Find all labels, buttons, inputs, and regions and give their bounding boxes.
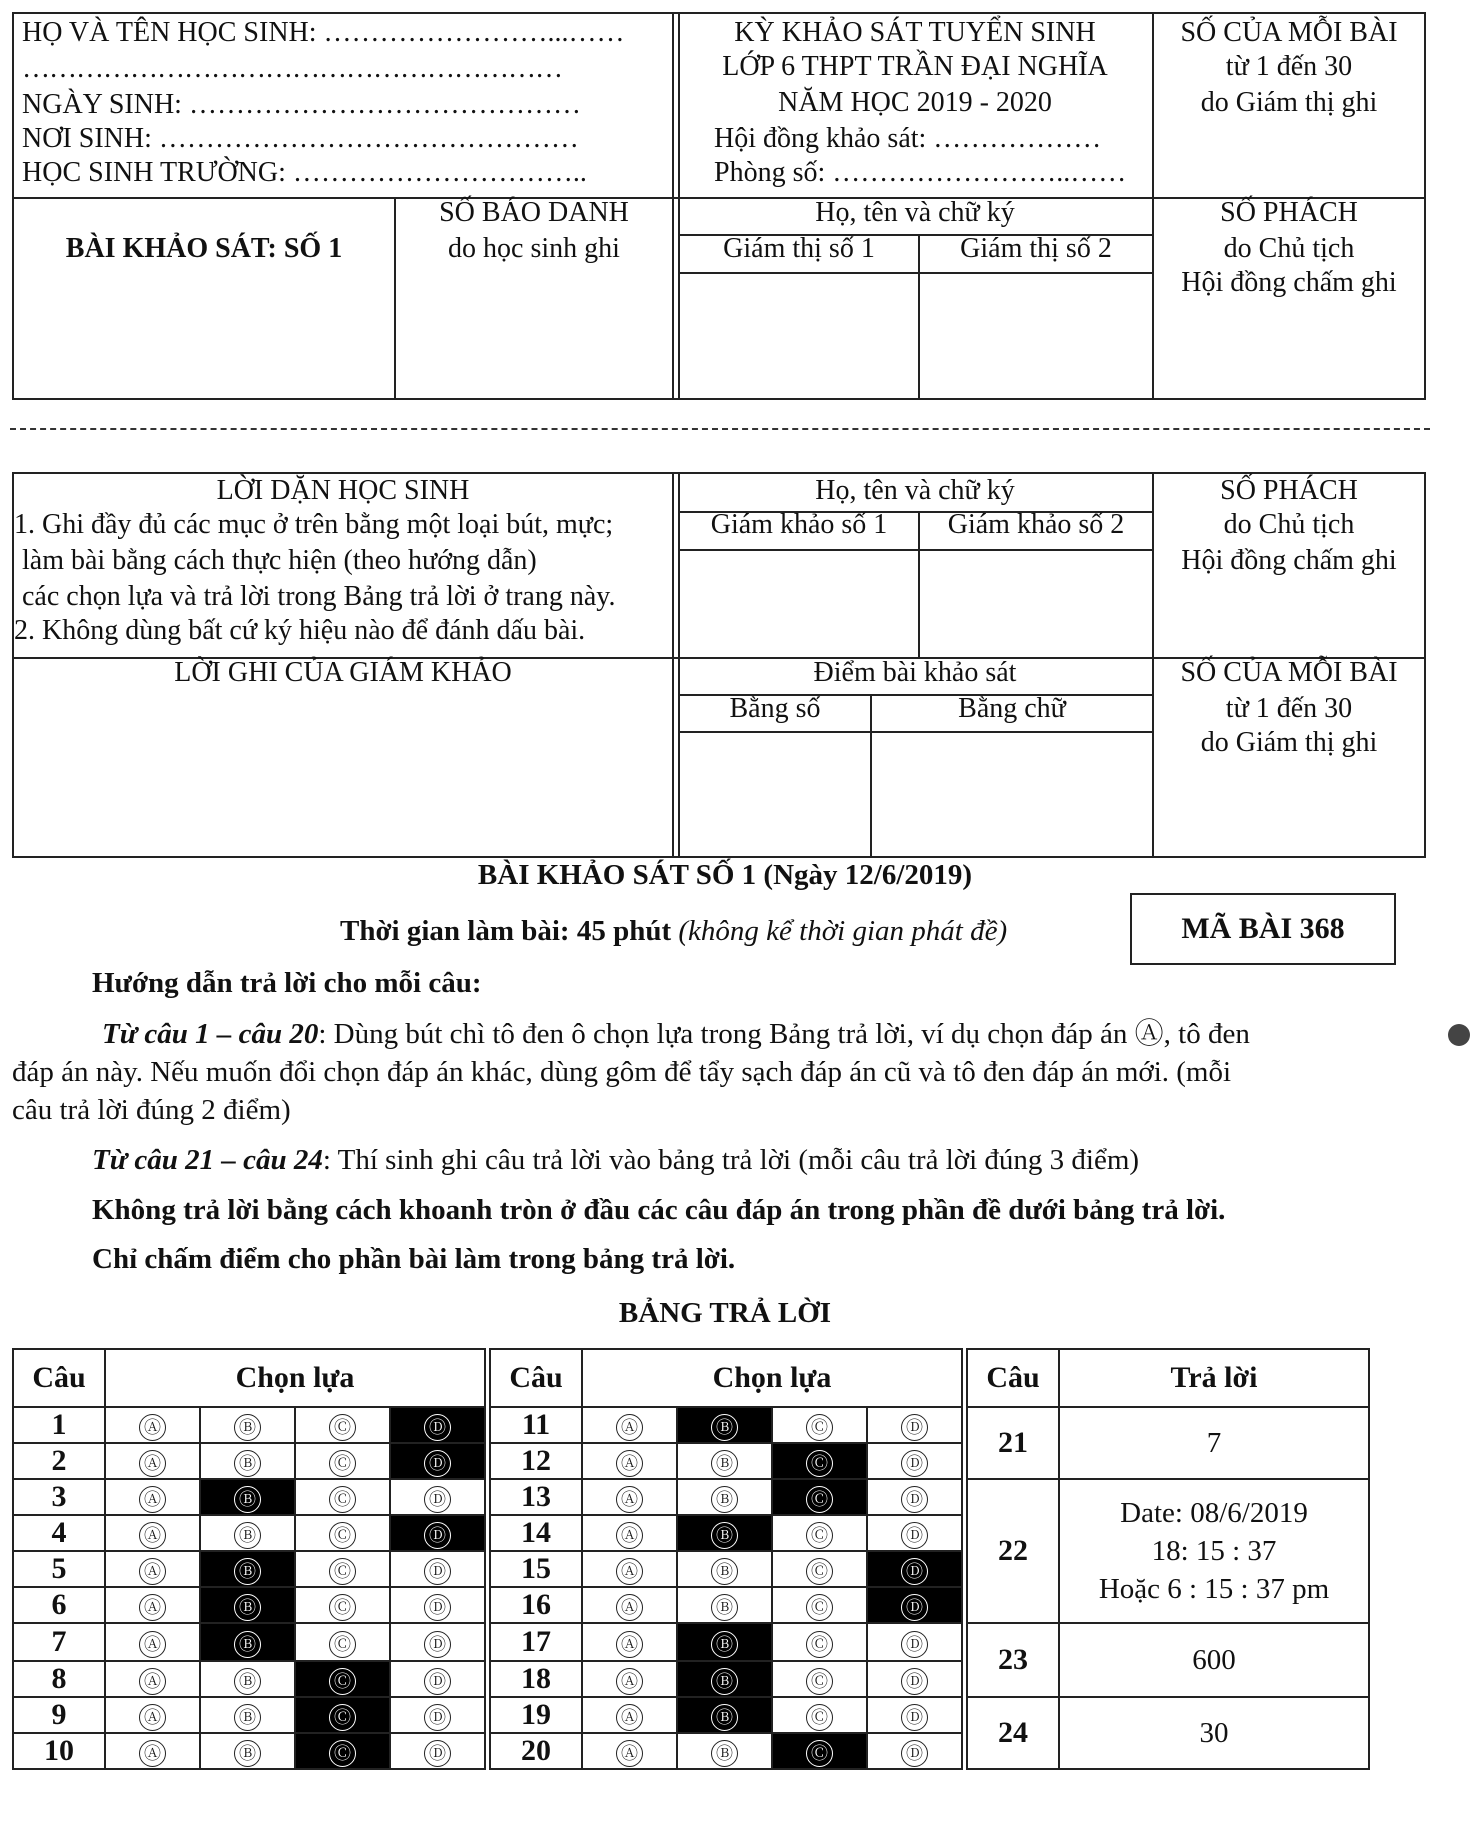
choice-bubble-d: Ⓓ	[901, 1450, 928, 1477]
choice-cell-d[interactable]	[390, 1551, 485, 1587]
examiner-1-label: Giám khảo số 1	[710, 509, 888, 540]
choice-cell-c[interactable]	[295, 1443, 390, 1479]
choice-bubble-b: Ⓑ	[234, 1450, 261, 1477]
choice-cell-d[interactable]	[390, 1479, 485, 1515]
question-number: 21	[967, 1407, 1059, 1479]
choice-bubble-b: Ⓑ	[234, 1668, 261, 1695]
choice-cell-a[interactable]	[105, 1515, 200, 1551]
choice-cell-c[interactable]	[295, 1479, 390, 1515]
choice-cell-d[interactable]	[867, 1479, 962, 1515]
choice-bubble-a: Ⓐ	[139, 1522, 166, 1549]
question-number: 6	[13, 1587, 105, 1623]
choice-bubble-b: Ⓑ	[234, 1414, 261, 1441]
choice-bubble-b: Ⓑ	[234, 1631, 261, 1658]
warning-2: Chỉ chấm điểm cho phần bài làm trong bảng trả lời.	[92, 1243, 736, 1275]
warning-1: Không trả lời bằng cách khoanh tròn ở đầu các câu đáp án trong phần đề dưới bảng trả lời.	[92, 1194, 1226, 1226]
guide-2-label: Từ câu 21 – câu 24	[92, 1144, 323, 1176]
choice-cell-a[interactable]	[582, 1479, 677, 1515]
advice-line-4: 2. Không dùng bất cứ ký hiệu nào để đánh dấu bài.	[14, 615, 586, 646]
choice-bubble-d: Ⓓ	[424, 1740, 451, 1767]
question-number: 16	[490, 1587, 582, 1623]
choice-bubble-a: Ⓐ	[616, 1414, 643, 1441]
question-number: 15	[490, 1551, 582, 1587]
time-limit	[340, 914, 1007, 948]
written-answer-line: Date: 08/6/2019	[1120, 1497, 1308, 1529]
choice-cell-b[interactable]	[200, 1623, 295, 1661]
written-answer[interactable]	[1059, 1479, 1369, 1623]
choice-bubble-a: Ⓐ	[139, 1594, 166, 1621]
margin-dot	[1448, 1024, 1470, 1046]
choice-cell-a[interactable]	[582, 1697, 677, 1733]
guide-2	[92, 1142, 1139, 1179]
col-header-choice: Chọn lựa	[582, 1349, 962, 1407]
written-answer[interactable]	[1059, 1697, 1369, 1769]
choice-cell-b[interactable]	[200, 1697, 295, 1733]
choice-bubble-a: Ⓐ	[616, 1668, 643, 1695]
question-number: 14	[490, 1515, 582, 1551]
choice-bubble-d: Ⓓ	[901, 1522, 928, 1549]
divider	[678, 549, 1152, 551]
choice-bubble-b: Ⓑ	[234, 1522, 261, 1549]
choice-cell-b[interactable]	[677, 1407, 772, 1443]
advice-line-1: 1. Ghi đầy đủ các mục ở trên bằng một loại bút, mực;	[14, 509, 614, 540]
per-paper-label: SỐ CỦA MỖI BÀI	[1180, 657, 1398, 688]
choice-cell-d[interactable]	[390, 1515, 485, 1551]
written-answer-line: 30	[1199, 1717, 1229, 1749]
col-header-question: Câu	[13, 1349, 105, 1407]
col-header-question: Câu	[967, 1349, 1059, 1407]
choice-cell-b[interactable]	[677, 1551, 772, 1587]
table-row	[13, 1479, 1369, 1515]
choice-cell-c[interactable]	[772, 1661, 867, 1697]
choice-cell-a[interactable]	[105, 1443, 200, 1479]
examiner-remark-label: LỜI GHI CỦA GIÁM KHẢO	[174, 657, 512, 688]
choice-cell-a[interactable]	[105, 1733, 200, 1769]
question-number: 2	[13, 1443, 105, 1479]
choice-cell-b[interactable]	[677, 1733, 772, 1769]
choice-cell-d[interactable]	[390, 1587, 485, 1623]
per-paper-note: do Giám thị ghi	[1200, 727, 1378, 758]
choice-bubble-c: Ⓒ	[806, 1740, 833, 1767]
choice-bubble-a: Ⓐ	[139, 1486, 166, 1513]
choice-cell-d[interactable]	[390, 1407, 485, 1443]
choice-cell-c[interactable]	[772, 1587, 867, 1623]
choice-bubble-c: Ⓒ	[806, 1594, 833, 1621]
choice-cell-b[interactable]	[200, 1515, 295, 1551]
choice-cell-b[interactable]	[200, 1407, 295, 1443]
choice-bubble-a: Ⓐ	[616, 1558, 643, 1585]
guide-1-line-3: câu trả lời đúng 2 điểm)	[12, 1094, 291, 1126]
question-number: 3	[13, 1479, 105, 1515]
choice-bubble-c: Ⓒ	[806, 1414, 833, 1441]
choice-bubble-b: Ⓑ	[234, 1594, 261, 1621]
choice-cell-b[interactable]	[200, 1587, 295, 1623]
choice-cell-b[interactable]	[677, 1697, 772, 1733]
question-number: 19	[490, 1697, 582, 1733]
answer-table-title: BẢNG TRẢ LỜI	[618, 1297, 832, 1329]
score-title: Điểm bài khảo sát	[813, 657, 1017, 688]
choice-cell-d[interactable]	[867, 1587, 962, 1623]
choice-bubble-a: Ⓐ	[616, 1450, 643, 1477]
choice-bubble-b: Ⓑ	[711, 1740, 738, 1767]
choice-bubble-c: Ⓒ	[329, 1631, 356, 1658]
table-row	[13, 1623, 1369, 1661]
choice-bubble-d: Ⓓ	[424, 1668, 451, 1695]
choice-bubble-c: Ⓒ	[329, 1450, 356, 1477]
choice-bubble-a: Ⓐ	[616, 1594, 643, 1621]
choice-bubble-c: Ⓒ	[329, 1486, 356, 1513]
question-number: 11	[490, 1407, 582, 1443]
divider	[672, 12, 674, 400]
question-number: 7	[13, 1623, 105, 1661]
choice-bubble-d: Ⓓ	[901, 1704, 928, 1731]
exam-title-line-3: NĂM HỌC 2019 - 2020	[778, 87, 1052, 118]
choice-cell-a[interactable]	[582, 1587, 677, 1623]
written-answer-line: Hoặc 6 : 15 : 37 pm	[1098, 1573, 1330, 1605]
sbd-note: do học sinh ghi	[448, 233, 620, 264]
council-field: Hội đồng khảo sát: ………………	[714, 123, 1102, 154]
choice-cell-a[interactable]	[105, 1623, 200, 1661]
choice-cell-a[interactable]	[582, 1407, 677, 1443]
guide-1-text: : Dùng bút chì tô đen ô chọn lựa trong Bảng trả lời, ví dụ chọn đáp án Ⓐ, tô đen	[318, 1018, 1250, 1050]
examiner-sign-title: Họ, tên và chữ ký	[815, 475, 1015, 506]
column-gap	[962, 1587, 967, 1623]
proctor-2-label: Giám thị số 2	[960, 233, 1112, 264]
choice-bubble-c: Ⓒ	[329, 1668, 356, 1695]
exam-title-line-1: KỲ KHẢO SÁT TUYỂN SINH	[734, 17, 1096, 48]
choice-bubble-a: Ⓐ	[616, 1522, 643, 1549]
question-number: 24	[967, 1697, 1059, 1769]
choice-bubble-d: Ⓓ	[901, 1668, 928, 1695]
guide-2-text: : Thí sinh ghi câu trả lời vào bảng trả lời (mỗi câu trả lời đúng 3 điểm)	[322, 1144, 1140, 1176]
sbd-label: SỐ BÁO DANH	[439, 197, 629, 228]
choice-bubble-d: Ⓓ	[424, 1558, 451, 1585]
column-gap	[962, 1733, 967, 1769]
written-answer[interactable]	[1059, 1407, 1369, 1479]
choice-bubble-c: Ⓒ	[806, 1668, 833, 1695]
choice-bubble-b: Ⓑ	[711, 1558, 738, 1585]
choice-bubble-a: Ⓐ	[139, 1450, 166, 1477]
choice-cell-d[interactable]	[867, 1697, 962, 1733]
choice-cell-c[interactable]	[295, 1697, 390, 1733]
choice-bubble-d: Ⓓ	[901, 1558, 928, 1585]
choice-bubble-d: Ⓓ	[424, 1704, 451, 1731]
choice-bubble-c: Ⓒ	[329, 1740, 356, 1767]
choice-bubble-d: Ⓓ	[901, 1414, 928, 1441]
proctor-1-label: Giám thị số 1	[723, 233, 875, 264]
phach-note-2: Hội đồng chấm ghi	[1181, 267, 1397, 298]
dob-field: NGÀY SINH: ……………………………………	[22, 89, 581, 120]
proctor-sign-title: Họ, tên và chữ ký	[815, 197, 1015, 228]
time-limit-note: (không kể thời gian phát đề)	[678, 915, 1008, 947]
choice-bubble-a: Ⓐ	[139, 1740, 166, 1767]
advice-title: LỜI DẶN HỌC SINH	[216, 475, 470, 506]
choice-bubble-b: Ⓑ	[711, 1631, 738, 1658]
score-word-label: Bằng chữ	[958, 693, 1066, 724]
choice-bubble-b: Ⓑ	[234, 1704, 261, 1731]
choice-cell-d[interactable]	[867, 1661, 962, 1697]
school-field: HỌC SINH TRƯỜNG: …………………………..	[22, 157, 587, 188]
choice-bubble-a: Ⓐ	[139, 1704, 166, 1731]
choice-cell-a[interactable]	[105, 1697, 200, 1733]
written-answer-line: 600	[1192, 1644, 1236, 1676]
question-number: 1	[13, 1407, 105, 1443]
choice-cell-b[interactable]	[677, 1587, 772, 1623]
exam-code: MÃ BÀI 368	[1130, 893, 1396, 965]
choice-bubble-c: Ⓒ	[806, 1450, 833, 1477]
choice-cell-a[interactable]	[105, 1479, 200, 1515]
guide-1	[102, 1016, 1250, 1053]
choice-bubble-c: Ⓒ	[806, 1558, 833, 1585]
column-gap	[962, 1661, 967, 1697]
student-name-continued: ……………………………………………………	[22, 53, 562, 84]
choice-bubble-b: Ⓑ	[234, 1486, 261, 1513]
exam-title-line-2: LỚP 6 THPT TRẦN ĐẠI NGHĨA	[722, 51, 1108, 82]
column-gap	[962, 1515, 967, 1551]
advice-line-3: các chọn lựa và trả lời trong Bảng trả lời ở trang này.	[22, 581, 616, 612]
written-answer-line: 18: 15 : 37	[1151, 1535, 1277, 1567]
choice-cell-a[interactable]	[105, 1407, 200, 1443]
choice-cell-b[interactable]	[677, 1443, 772, 1479]
question-number: 17	[490, 1623, 582, 1661]
score-number-label: Bằng số	[729, 693, 821, 724]
column-gap	[962, 1551, 967, 1587]
phach-label: SỐ PHÁCH	[1220, 475, 1358, 506]
choice-cell-d[interactable]	[390, 1443, 485, 1479]
choice-bubble-d: Ⓓ	[901, 1631, 928, 1658]
choice-cell-d[interactable]	[867, 1407, 962, 1443]
choice-bubble-b: Ⓑ	[234, 1558, 261, 1585]
question-number: 9	[13, 1697, 105, 1733]
choice-cell-c[interactable]	[772, 1733, 867, 1769]
choice-cell-a[interactable]	[105, 1661, 200, 1697]
choice-cell-a[interactable]	[105, 1587, 200, 1623]
choice-cell-c[interactable]	[295, 1733, 390, 1769]
choice-cell-b[interactable]	[200, 1479, 295, 1515]
question-number: 8	[13, 1661, 105, 1697]
question-number: 22	[967, 1479, 1059, 1623]
choice-bubble-c: Ⓒ	[329, 1594, 356, 1621]
choice-bubble-a: Ⓐ	[139, 1558, 166, 1585]
per-paper-label: SỐ CỦA MỖI BÀI	[1180, 17, 1398, 48]
phach-label: SỐ PHÁCH	[1220, 197, 1358, 228]
exam-title: BÀI KHẢO SÁT SỐ 1 (Ngày 12/6/2019)	[477, 859, 973, 891]
choice-cell-c[interactable]	[295, 1587, 390, 1623]
phach-note-1: do Chủ tịch	[1223, 233, 1355, 264]
choice-cell-c[interactable]	[295, 1407, 390, 1443]
choice-bubble-a: Ⓐ	[616, 1704, 643, 1731]
choice-cell-b[interactable]	[200, 1733, 295, 1769]
question-number: 13	[490, 1479, 582, 1515]
question-number: 4	[13, 1515, 105, 1551]
choice-cell-b[interactable]	[200, 1551, 295, 1587]
choice-bubble-a: Ⓐ	[139, 1414, 166, 1441]
guide-1-line-2: đáp án này. Nếu muốn đổi chọn đáp án khác, dùng gôm để tẩy sạch đáp án cũ và tô đen đáp án mới. (mỗi	[12, 1056, 1232, 1088]
choice-cell-a[interactable]	[105, 1551, 200, 1587]
choice-cell-a[interactable]	[582, 1443, 677, 1479]
choice-cell-b[interactable]	[200, 1661, 295, 1697]
question-number: 12	[490, 1443, 582, 1479]
choice-bubble-c: Ⓒ	[329, 1414, 356, 1441]
divider	[678, 731, 1152, 733]
choice-cell-c[interactable]	[772, 1551, 867, 1587]
question-number: 23	[967, 1623, 1059, 1697]
choice-cell-c[interactable]	[772, 1479, 867, 1515]
choice-cell-d[interactable]	[867, 1623, 962, 1661]
choice-cell-c[interactable]	[295, 1661, 390, 1697]
choice-bubble-d: Ⓓ	[424, 1414, 451, 1441]
choice-cell-c[interactable]	[772, 1443, 867, 1479]
guide-title: Hướng dẫn trả lời cho mỗi câu:	[92, 967, 482, 999]
choice-cell-c[interactable]	[772, 1515, 867, 1551]
choice-bubble-c: Ⓒ	[806, 1522, 833, 1549]
choice-cell-c[interactable]	[295, 1515, 390, 1551]
phach-note-2: Hội đồng chấm ghi	[1181, 545, 1397, 576]
choice-bubble-a: Ⓐ	[616, 1631, 643, 1658]
question-number: 5	[13, 1551, 105, 1587]
choice-bubble-b: Ⓑ	[711, 1486, 738, 1513]
choice-bubble-d: Ⓓ	[424, 1450, 451, 1477]
choice-cell-d[interactable]	[867, 1551, 962, 1587]
written-answer[interactable]	[1059, 1623, 1369, 1697]
choice-bubble-a: Ⓐ	[139, 1631, 166, 1658]
choice-cell-a[interactable]	[582, 1551, 677, 1587]
choice-cell-d[interactable]	[390, 1733, 485, 1769]
choice-cell-c[interactable]	[295, 1551, 390, 1587]
col-header-question: Câu	[490, 1349, 582, 1407]
choice-bubble-c: Ⓒ	[806, 1631, 833, 1658]
choice-cell-c[interactable]	[772, 1623, 867, 1661]
choice-cell-d[interactable]	[867, 1733, 962, 1769]
choice-bubble-b: Ⓑ	[234, 1740, 261, 1767]
choice-cell-c[interactable]	[772, 1697, 867, 1733]
question-number: 20	[490, 1733, 582, 1769]
choice-cell-d[interactable]	[390, 1697, 485, 1733]
table-row	[13, 1407, 1369, 1443]
choice-bubble-c: Ⓒ	[329, 1704, 356, 1731]
divider	[672, 472, 674, 858]
choice-cell-b[interactable]	[677, 1661, 772, 1697]
room-field: Phòng số: ……………………..……	[714, 157, 1127, 188]
choice-bubble-d: Ⓓ	[901, 1740, 928, 1767]
choice-cell-b[interactable]	[677, 1623, 772, 1661]
divider	[678, 272, 1152, 274]
choice-bubble-c: Ⓒ	[329, 1558, 356, 1585]
choice-bubble-d: Ⓓ	[424, 1594, 451, 1621]
student-name-field: HỌ VÀ TÊN HỌC SINH: ……………………...……	[22, 17, 625, 48]
advice-line-2: làm bài bằng cách thực hiện (theo hướng dẫn)	[22, 545, 537, 576]
choice-cell-a[interactable]	[582, 1733, 677, 1769]
choice-bubble-c: Ⓒ	[806, 1486, 833, 1513]
choice-cell-c[interactable]	[295, 1623, 390, 1661]
choice-bubble-a: Ⓐ	[616, 1740, 643, 1767]
choice-cell-a[interactable]	[582, 1515, 677, 1551]
phach-note-1: do Chủ tịch	[1223, 509, 1355, 540]
choice-cell-b[interactable]	[677, 1479, 772, 1515]
question-number: 18	[490, 1661, 582, 1697]
exam-number-label: BÀI KHẢO SÁT: SỐ 1	[65, 233, 343, 264]
choice-bubble-b: Ⓑ	[711, 1594, 738, 1621]
choice-bubble-b: Ⓑ	[711, 1414, 738, 1441]
choice-cell-b[interactable]	[677, 1515, 772, 1551]
choice-bubble-b: Ⓑ	[711, 1450, 738, 1477]
cut-line	[10, 428, 1430, 430]
choice-cell-d[interactable]	[390, 1623, 485, 1661]
examiner-2-label: Giám khảo số 2	[947, 509, 1125, 540]
per-paper-range: từ 1 đến 30	[1225, 51, 1353, 82]
answer-table	[12, 1348, 1370, 1770]
guide-1-label: Từ câu 1 – câu 20	[102, 1018, 319, 1050]
time-limit-bold: Thời gian làm bài: 45 phút	[340, 915, 672, 947]
choice-cell-c[interactable]	[772, 1407, 867, 1443]
choice-bubble-b: Ⓑ	[711, 1704, 738, 1731]
choice-cell-d[interactable]	[390, 1661, 485, 1697]
choice-bubble-d: Ⓓ	[901, 1594, 928, 1621]
choice-cell-a[interactable]	[582, 1623, 677, 1661]
column-gap	[962, 1443, 967, 1479]
choice-cell-d[interactable]	[867, 1443, 962, 1479]
choice-bubble-c: Ⓒ	[806, 1704, 833, 1731]
choice-bubble-b: Ⓑ	[711, 1522, 738, 1549]
choice-bubble-d: Ⓓ	[901, 1486, 928, 1513]
choice-cell-d[interactable]	[867, 1515, 962, 1551]
choice-cell-b[interactable]	[200, 1443, 295, 1479]
col-header-answer: Trả lời	[1059, 1349, 1369, 1407]
choice-cell-a[interactable]	[582, 1661, 677, 1697]
per-paper-note: do Giám thị ghi	[1200, 87, 1378, 118]
per-paper-range: từ 1 đến 30	[1225, 693, 1353, 724]
col-header-choice: Chọn lựa	[105, 1349, 485, 1407]
choice-bubble-d: Ⓓ	[424, 1486, 451, 1513]
pob-field: NƠI SINH: ………………………………………	[22, 123, 579, 154]
choice-bubble-d: Ⓓ	[424, 1631, 451, 1658]
choice-bubble-a: Ⓐ	[139, 1668, 166, 1695]
question-number: 10	[13, 1733, 105, 1769]
choice-bubble-d: Ⓓ	[424, 1522, 451, 1549]
choice-bubble-b: Ⓑ	[711, 1668, 738, 1695]
written-answer-line: 7	[1206, 1427, 1222, 1459]
choice-bubble-c: Ⓒ	[329, 1522, 356, 1549]
table-row	[13, 1697, 1369, 1733]
choice-bubble-a: Ⓐ	[616, 1486, 643, 1513]
